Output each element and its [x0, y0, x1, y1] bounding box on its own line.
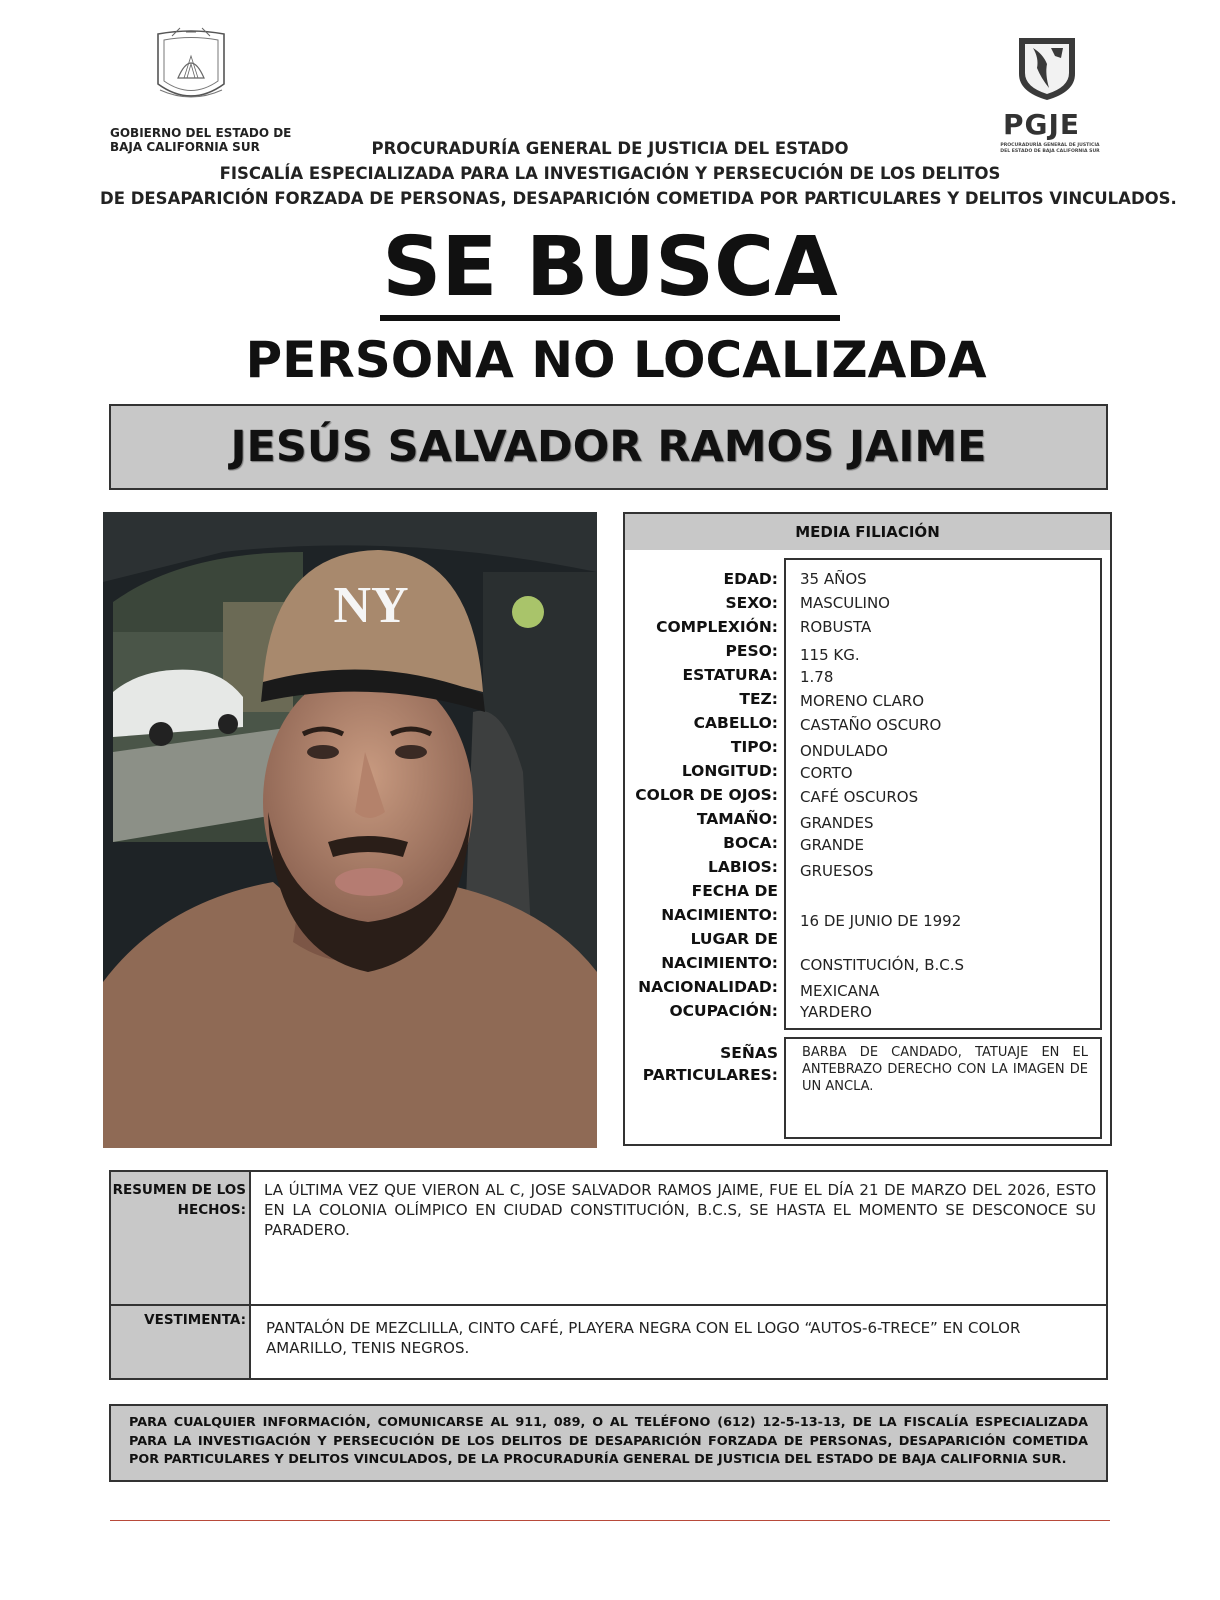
contact-info: PARA CUALQUIER INFORMACIÓN, COMUNICARSE AL 911, 089, O AL TELÉFONO (612) 12-5-13-13, DE LA FISCALÍA ESPECIALIZADA PARA LA INVESTIGACIÓN Y PERSECUCIÓN DE LOS DELITOS DE DESAPARICIÓN FORZADA DE PERSONAS, DESAPARICIÓN COMETIDA POR PARTICULARES Y DELITOS VINCULADOS, DE LA PROCURADURÍA GENERAL DE JUSTICIA DEL ESTADO DE BAJA CALIFORNIA SUR. — [109, 1404, 1108, 1482]
field-value: MORENO CLARO — [800, 692, 925, 710]
pgje-logo-subtitle: PROCURADURÍA GENERAL DE JUSTICIA DEL ESTADO DE BAJA CALIFORNIA SUR — [1000, 143, 1100, 154]
page-subtitle: PERSONA NO LOCALIZADA — [245, 331, 987, 389]
field-label: NACIONALIDAD: — [638, 978, 778, 996]
header-line-1: PROCURADURÍA GENERAL DE JUSTICIA DEL ESTADO — [371, 139, 849, 158]
field-label: LUGAR DE — [690, 930, 778, 948]
field-value: 115 KG. — [800, 646, 860, 664]
field-label: COLOR DE OJOS: — [635, 786, 778, 804]
field-value: CORTO — [800, 764, 853, 782]
description-panel-title: MEDIA FILIACIÓN — [625, 514, 1110, 550]
pgje-logo-text: PGJE — [1003, 108, 1081, 141]
field-value: GRANDES — [800, 814, 874, 832]
missing-person-photo — [103, 512, 597, 1148]
field-label: PARTICULARES: — [642, 1066, 778, 1084]
state-government-name: GOBIERNO DEL ESTADO DE BAJA CALIFORNIA SUR — [110, 126, 292, 154]
field-label: OCUPACIÓN: — [669, 1002, 778, 1020]
field-label: BOCA: — [723, 834, 778, 852]
field-label: COMPLEXIÓN: — [656, 618, 778, 636]
field-label: TEZ: — [739, 690, 778, 708]
field-value-occupation: YARDERO — [800, 1003, 872, 1021]
field-value: 1.78 — [800, 668, 834, 686]
field-label: LABIOS: — [708, 858, 778, 876]
header-line-2: FISCALÍA ESPECIALIZADA PARA LA INVESTIGACIÓN Y PERSECUCIÓN DE LOS DELITOS — [219, 164, 1001, 183]
field-value: CASTAÑO OSCURO — [800, 716, 942, 734]
field-value: 35 AÑOS — [800, 570, 867, 588]
institution-header — [100, 136, 1177, 211]
field-value: MASCULINO — [800, 594, 890, 612]
clothing-label: VESTIMENTA: — [144, 1312, 246, 1328]
field-value: ROBUSTA — [800, 618, 872, 636]
header-line-3: DE DESAPARICIÓN FORZADA DE PERSONAS, DESAPARICIÓN COMETIDA POR PARTICULARES Y DELITOS VINCULADOS. — [100, 189, 1177, 208]
table-divider — [111, 1304, 1106, 1306]
field-label: CABELLO: — [693, 714, 778, 732]
field-label: NACIMIENTO: — [661, 906, 778, 924]
field-label: ESTATURA: — [682, 666, 778, 684]
field-label: NACIMIENTO: — [661, 954, 778, 972]
field-value: GRANDE — [800, 836, 864, 854]
person-name: JESÚS SALVADOR RAMOS JAIME — [230, 422, 987, 472]
state-coat-of-arms-icon — [154, 26, 228, 106]
page-title: SE BUSCA — [0, 222, 1220, 314]
field-label: SEXO: — [725, 594, 778, 612]
field-label: SEÑAS — [720, 1044, 778, 1062]
summary-label: RESUMEN DE LOS HECHOS: — [112, 1182, 246, 1218]
field-label: TIPO: — [730, 738, 778, 756]
cap-logo: NY — [333, 577, 409, 634]
field-value-nationality: MEXICANA — [800, 982, 880, 1000]
field-value-birth-place: CONSTITUCIÓN, B.C.S — [800, 956, 965, 974]
summary-text: LA ÚLTIMA VEZ QUE VIERON AL C, JOSE SALVADOR RAMOS JAIME, FUE EL DÍA 21 DE MARZO DEL 2026, ESTO EN LA COLONIA OLÍMPICO EN CIUDAD CONSTITUCIÓN, B.C.S, SE HASTA EL MOMENTO SE DESCONOCE SU PARADERO. — [264, 1181, 1096, 1239]
field-label: EDAD: — [723, 570, 778, 588]
clothing-text: PANTALÓN DE MEZCLILLA, CINTO CAFÉ, PLAYERA NEGRA CON EL LOGO “AUTOS-6-TRECE” EN COLOR AMARILLO, TENIS NEGROS. — [266, 1319, 1021, 1357]
field-value: CAFÉ OSCUROS — [800, 788, 919, 806]
field-label: FECHA DE — [691, 882, 778, 900]
field-label: PESO: — [725, 642, 778, 660]
field-value-birth-date: 16 DE JUNIO DE 1992 — [800, 912, 962, 930]
field-value: GRUESOS — [800, 862, 874, 880]
field-value: ONDULADO — [800, 742, 888, 760]
field-label: LONGITUD: — [681, 762, 778, 780]
pgje-shield-icon — [1015, 34, 1079, 102]
footer-divider — [110, 1520, 1110, 1521]
field-value-distinguishing-marks: BARBA DE CANDADO, TATUAJE EN EL ANTEBRAZO DERECHO CON LA IMAGEN DE UN ANCLA. — [802, 1045, 1088, 1094]
field-label: TAMAÑO: — [696, 810, 778, 828]
person-name-bar — [109, 404, 1108, 490]
